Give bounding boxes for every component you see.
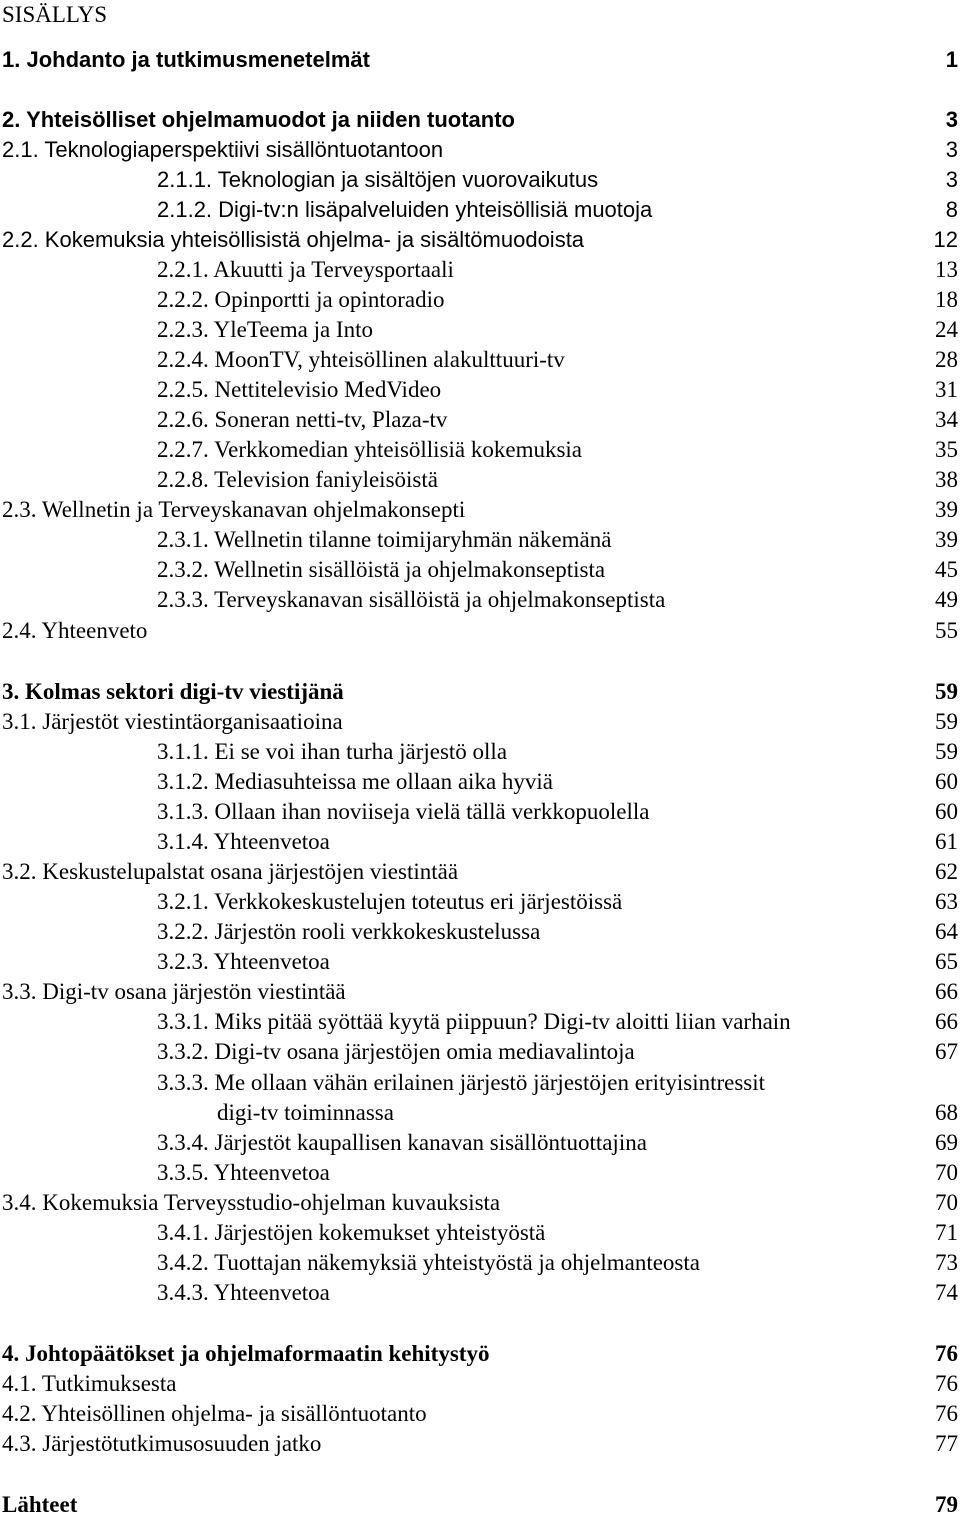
toc-entry-title: 3.4.2. Tuottajan näkemyksiä yhteistyöstä ja ohjelmanteosta bbox=[157, 1250, 700, 1275]
toc-entry-title: 3.1.1. Ei se voi ihan turha järjestö olla bbox=[157, 739, 508, 764]
toc-entry-title: 2.2. Kokemuksia yhteisöllisistä ohjelma- ja sisältömuodoista bbox=[2, 227, 585, 252]
toc-entry bbox=[0, 555, 960, 585]
toc-entry-page: 76 bbox=[935, 1341, 958, 1366]
toc-entry bbox=[0, 767, 960, 797]
toc-entry-title: 4.2. Yhteisöllinen ohjelma- ja sisällöntuotanto bbox=[2, 1401, 427, 1426]
toc-entry bbox=[0, 1278, 960, 1308]
toc-entry bbox=[0, 525, 960, 555]
toc-entry bbox=[0, 495, 960, 525]
toc-entry-page: 1 bbox=[945, 47, 958, 72]
toc-entry-title: 2.1.2. Digi-tv:n lisäpalveluiden yhteisöllisiä muotoja bbox=[157, 197, 653, 222]
toc-entry-title: 3.3.3. Me ollaan vähän erilainen järjestö järjestöjen erityisintressit bbox=[157, 1070, 766, 1095]
toc-entry bbox=[0, 1218, 960, 1248]
toc-entry-page: 3 bbox=[945, 167, 958, 192]
toc-entry bbox=[0, 797, 960, 827]
toc-entry-page: 71 bbox=[935, 1220, 958, 1245]
toc-entry bbox=[0, 917, 960, 947]
toc-entry-page: 31 bbox=[935, 377, 958, 402]
toc-entry-title: 3.4.3. Yhteenvetoa bbox=[157, 1280, 330, 1305]
toc-entry-page: 59 bbox=[935, 739, 958, 764]
toc-entry-page: 63 bbox=[935, 889, 958, 914]
toc-entry-page: 70 bbox=[935, 1160, 958, 1185]
toc-entry-title: digi-tv toiminnassa bbox=[217, 1100, 394, 1125]
toc-entry bbox=[0, 1007, 960, 1037]
toc-entry bbox=[0, 1399, 960, 1429]
toc-entry-page: 18 bbox=[935, 287, 958, 312]
toc-entry bbox=[0, 1339, 960, 1369]
toc-entry bbox=[0, 285, 960, 315]
toc-entry-title: 3.1.3. Ollaan ihan noviiseja vielä tällä verkkopuolella bbox=[157, 799, 650, 824]
toc-entry bbox=[0, 135, 960, 165]
toc-entry-title: 3.2.2. Järjestön rooli verkkokeskustelussa bbox=[157, 919, 541, 944]
toc-entry bbox=[0, 677, 960, 707]
toc-entry-title: 2.1.1. Teknologian ja sisältöjen vuorovaikutus bbox=[157, 167, 599, 192]
toc-entry-title: 2.2.8. Television faniyleisöistä bbox=[157, 467, 438, 492]
toc-entry-title: 4.3. Järjestötutkimusosuuden jatko bbox=[2, 1431, 322, 1456]
toc-entry-title: 2.2.2. Opinportti ja opintoradio bbox=[157, 287, 445, 312]
toc-entry bbox=[0, 45, 960, 75]
toc-entry bbox=[0, 887, 960, 917]
toc-entry-page: 49 bbox=[935, 587, 958, 612]
toc-entry-title: 2.2.3. YleTeema ja Into bbox=[157, 317, 373, 342]
toc-entry bbox=[0, 1369, 960, 1399]
toc-entry-title: 3.1.2. Mediasuhteissa me ollaan aika hyviä bbox=[157, 769, 554, 794]
toc-entry-page: 64 bbox=[935, 919, 958, 944]
toc-entry bbox=[0, 585, 960, 615]
toc-entry-title: 3.3. Digi-tv osana järjestön viestintää bbox=[2, 979, 346, 1004]
toc-entry bbox=[0, 255, 960, 285]
toc-entry-page: 74 bbox=[935, 1280, 958, 1305]
toc-entry-page: 66 bbox=[935, 979, 958, 1004]
toc-entry bbox=[0, 405, 960, 435]
toc-entry-page: 12 bbox=[933, 227, 958, 252]
toc-entry-page: 67 bbox=[935, 1039, 958, 1064]
toc-entry-page: 59 bbox=[935, 709, 958, 734]
toc-entry-page: 60 bbox=[935, 769, 958, 794]
toc-entry-title: Lähteet bbox=[2, 1492, 78, 1517]
toc-entry-title: 2.3.3. Terveyskanavan sisällöistä ja ohjelmakonseptista bbox=[157, 587, 666, 612]
toc-entry bbox=[0, 435, 960, 465]
toc-entry-page: 39 bbox=[935, 527, 958, 552]
toc-entry-title: 3.2. Keskustelupalstat osana järjestöjen viestintää bbox=[2, 859, 459, 884]
toc-entry bbox=[0, 345, 960, 375]
toc-entry-title: 1. Johdanto ja tutkimusmenetelmät bbox=[2, 47, 370, 72]
toc-entry-title: 3.3.1. Miks pitää syöttää kyytä piippuun? Digi-tv aloitti liian varhain bbox=[157, 1009, 791, 1034]
toc-entry-title: 3.3.5. Yhteenvetoa bbox=[157, 1160, 330, 1185]
toc-entry bbox=[0, 105, 960, 135]
toc-entry-title: 2. Yhteisölliset ohjelmamuodot ja niiden tuotanto bbox=[2, 107, 515, 132]
toc-entry-page: 3 bbox=[945, 137, 958, 162]
toc-entry-title: 3.4. Kokemuksia Terveysstudio-ohjelman kuvauksista bbox=[2, 1190, 501, 1215]
toc-entry bbox=[0, 1429, 960, 1459]
toc-entry bbox=[0, 195, 960, 225]
toc-entry-page: 24 bbox=[935, 317, 958, 342]
toc-entry bbox=[0, 1068, 960, 1098]
toc-entry-page: 34 bbox=[935, 407, 958, 432]
toc-heading: SISÄLLYS bbox=[2, 2, 108, 27]
toc-entry-page: 39 bbox=[935, 497, 958, 522]
toc-entry-title: 2.4. Yhteenveto bbox=[2, 618, 148, 643]
toc-entry-title: 3.4.1. Järjestöjen kokemukset yhteistyöstä bbox=[157, 1220, 546, 1245]
toc-entry bbox=[0, 1037, 960, 1067]
toc-entry-title: 2.2.5. Nettitelevisio MedVideo bbox=[157, 377, 442, 402]
toc-entry bbox=[0, 225, 960, 255]
toc-entry-title: 2.2.6. Soneran netti-tv, Plaza-tv bbox=[157, 407, 448, 432]
toc-entry-title: 3.1.4. Yhteenvetoa bbox=[157, 829, 330, 854]
toc-entry-page: 55 bbox=[935, 618, 958, 643]
toc-entry bbox=[0, 465, 960, 495]
toc-entry-page: 13 bbox=[935, 257, 958, 282]
toc-entry-page: 73 bbox=[935, 1250, 958, 1275]
toc-entry bbox=[0, 1158, 960, 1188]
toc-entry-page: 70 bbox=[935, 1190, 958, 1215]
toc-entry-title: 2.2.7. Verkkomedian yhteisöllisiä kokemuksia bbox=[157, 437, 583, 462]
toc-entry-page: 66 bbox=[935, 1009, 958, 1034]
toc-entry-title: 3.2.3. Yhteenvetoa bbox=[157, 949, 330, 974]
toc-entry bbox=[0, 977, 960, 1007]
toc-entry-page: 76 bbox=[935, 1371, 958, 1396]
toc-entry-page: 62 bbox=[935, 859, 958, 884]
toc-entry-page: 65 bbox=[935, 949, 958, 974]
toc-entry bbox=[0, 1248, 960, 1278]
toc-entry bbox=[0, 616, 960, 646]
toc-entry-title: 2.2.4. MoonTV, yhteisöllinen alakulttuuri-tv bbox=[157, 347, 565, 372]
toc-entry-title: 3.2.1. Verkkokeskustelujen toteutus eri järjestöissä bbox=[157, 889, 623, 914]
toc-entry-page: 79 bbox=[935, 1492, 958, 1517]
toc-entry bbox=[0, 315, 960, 345]
toc-entry-page: 61 bbox=[935, 829, 958, 854]
toc-entry-title: 2.3.2. Wellnetin sisällöistä ja ohjelmakonseptista bbox=[157, 557, 606, 582]
toc-entry-page: 35 bbox=[935, 437, 958, 462]
toc-entry-title: 4.1. Tutkimuksesta bbox=[2, 1371, 177, 1396]
toc-entry-page: 45 bbox=[935, 557, 958, 582]
toc-entry-page: 28 bbox=[935, 347, 958, 372]
toc-entry-title: 3.3.4. Järjestöt kaupallisen kanavan sisällöntuottajina bbox=[157, 1130, 647, 1155]
toc-entry-page: 76 bbox=[935, 1401, 958, 1426]
toc-entry bbox=[0, 1490, 960, 1520]
toc-entry bbox=[0, 1098, 960, 1128]
toc-entry bbox=[0, 707, 960, 737]
toc-entry-title: 3.3.2. Digi-tv osana järjestöjen omia mediavalintoja bbox=[157, 1039, 635, 1064]
toc-entry-title: 2.3. Wellnetin ja Terveyskanavan ohjelmakonsepti bbox=[2, 497, 466, 522]
toc-entry-page: 8 bbox=[945, 197, 958, 222]
toc-entry bbox=[0, 737, 960, 767]
toc-entry-title: 3. Kolmas sektori digi-tv viestijänä bbox=[2, 679, 344, 704]
toc-entry-title: 3.1. Järjestöt viestintäorganisaatioina bbox=[2, 709, 343, 734]
toc-entry-title: 2.1. Teknologiaperspektiivi sisällöntuotantoon bbox=[2, 137, 444, 162]
toc-entry bbox=[0, 1128, 960, 1158]
toc-entry bbox=[0, 1188, 960, 1218]
toc-entry-title: 4. Johtopäätökset ja ohjelmaformaatin kehitystyö bbox=[2, 1341, 490, 1366]
toc-entry bbox=[0, 375, 960, 405]
toc-entry-page: 3 bbox=[945, 107, 958, 132]
toc-entry-page: 38 bbox=[935, 467, 958, 492]
toc-entry-title: 2.2.1. Akuutti ja Terveysportaali bbox=[157, 257, 454, 282]
toc-entry-page: 68 bbox=[935, 1100, 958, 1125]
toc-entry bbox=[0, 827, 960, 857]
toc-entry-page: 60 bbox=[935, 799, 958, 824]
toc-entry bbox=[0, 947, 960, 977]
toc-entry-title: 2.3.1. Wellnetin tilanne toimijaryhmän näkemänä bbox=[157, 527, 612, 552]
toc-entry bbox=[0, 165, 960, 195]
toc-entry-page: 69 bbox=[935, 1130, 958, 1155]
toc-entry-page: 77 bbox=[935, 1431, 958, 1456]
toc-entry bbox=[0, 857, 960, 887]
toc-entry-page: 59 bbox=[935, 679, 958, 704]
